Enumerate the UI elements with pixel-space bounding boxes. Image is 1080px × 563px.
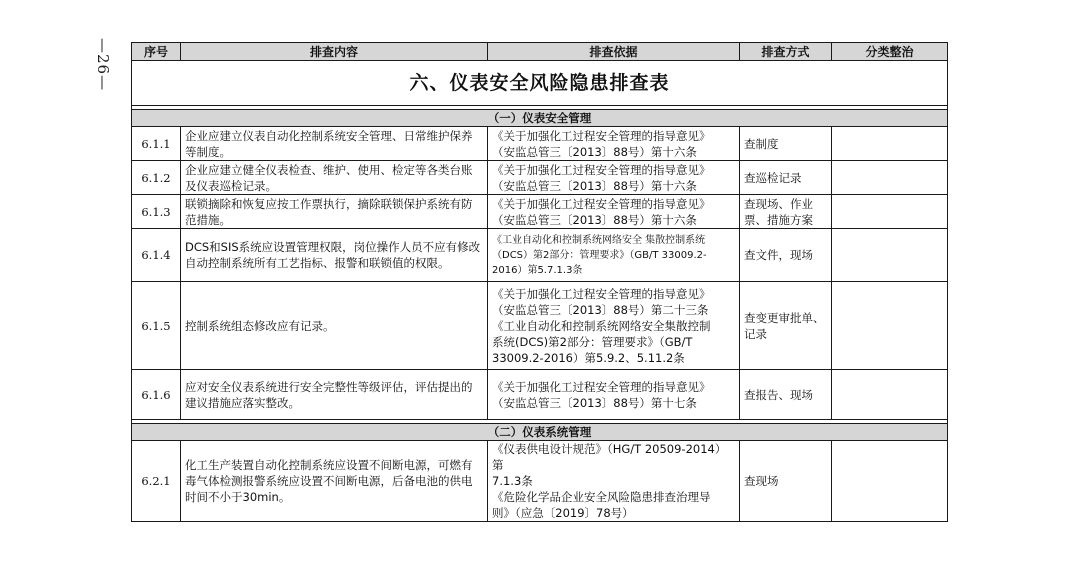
inspection-table [131,42,948,522]
basis-line: 《关于加强化工过程安全管理的指导意见》 [492,286,711,301]
table-row [132,282,948,370]
row-basis [488,370,740,420]
row-remediation [832,229,948,282]
row-basis [488,127,740,161]
page-number: —26— [94,38,112,92]
table-row [132,127,948,161]
basis-line: 《仪表供电设计规范》（HG/T 20509-2014）第 [492,442,727,472]
row-code: 6.2.1 [132,441,181,522]
row-content: 企业应建立仪表自动化控制系统安全管理、日常维护保养等制度。 [181,127,488,161]
basis-line: 系统(DCS)第2部分：管理要求》（GB/T [492,334,693,349]
basis-line: 《关于加强化工过程安全管理的指导意见》 [492,128,711,143]
table-row [132,441,948,522]
basis-line: 则》（应急〔2019〕78号） [492,506,634,520]
table-title: 六、仪表安全风险隐患排查表 [132,61,948,106]
row-content: 化工生产装置自动化控制系统应设置不间断电源，可燃有毒气体检测报警系统应设置不间断电源，后备电池的供电时间不小于30min。 [181,441,488,522]
section-title: （二）仪表系统管理 [132,424,948,441]
row-code: 6.1.5 [132,282,181,370]
row-method: 查现场 [740,441,832,522]
row-remediation [832,282,948,370]
basis-line: 《关于加强化工过程安全管理的指导意见》 [492,162,711,177]
row-method: 查巡检记录 [740,161,832,195]
basis-line: （安监总管三〔2013〕88号）第十六条 [492,178,697,193]
row-remediation [832,161,948,195]
row-content: 联锁摘除和恢复应按工作票执行，摘除联锁保护系统有防范措施。 [181,195,488,229]
row-remediation [832,127,948,161]
row-method: 查报告、现场 [740,370,832,420]
basis-line: （安监总管三〔2013〕88号）第十七条 [492,395,697,410]
basis-line: 33009.2-2016）第5.9.2、5.11.2条 [492,350,685,365]
header-remediation: 分类整治 [832,43,948,61]
row-code: 6.1.2 [132,161,181,195]
row-content: 控制系统组态修改应有记录。 [181,282,488,370]
basis-line: 《关于加强化工过程安全管理的指导意见》 [492,379,711,394]
header-basis: 排查依据 [488,43,740,61]
header-method: 排查方式 [740,43,832,61]
row-code: 6.1.4 [132,229,181,282]
row-remediation [832,195,948,229]
row-method: 查制度 [740,127,832,161]
basis-line: 《工业自动化和控制系统网络安全集散控制 [492,318,711,333]
table-row [132,370,948,420]
section-title: （一）仪表安全管理 [132,110,948,127]
basis-line: 《关于加强化工过程安全管理的指导意见》 [492,196,711,211]
row-basis [488,161,740,195]
row-content: 企业应建立健全仪表检查、维护、使用、检定等各类台账及仪表巡检记录。 [181,161,488,195]
header-content: 排查内容 [181,43,488,61]
row-method: 查变更审批单、记录 [740,282,832,370]
table-row [132,195,948,229]
basis-line: 7.1.3条 [492,474,533,488]
basis-line: （DCS）第2部分：管理要求》（GB/T 33009.2- [492,249,707,261]
section-row [132,424,948,441]
row-content: DCS和SIS系统应设置管理权限，岗位操作人员不应有修改自动控制系统所有工艺指标、报警和联锁值的权限。 [181,229,488,282]
row-method: 查现场、作业票、措施方案 [740,195,832,229]
basis-line: 2016）第5.7.1.3条 [492,264,583,276]
section-row [132,110,948,127]
row-basis [488,441,740,522]
row-basis [488,282,740,370]
row-content: 应对安全仪表系统进行安全完整性等级评估，评估提出的建议措施应落实整改。 [181,370,488,420]
basis-line: （安监总管三〔2013〕88号）第十六条 [492,212,697,227]
title-row [132,61,948,106]
row-method: 查文件，现场 [740,229,832,282]
row-remediation [832,441,948,522]
basis-line: （安监总管三〔2013〕88号）第二十三条 [492,302,709,317]
table-row [132,229,948,282]
row-code: 6.1.1 [132,127,181,161]
row-basis [488,195,740,229]
row-code: 6.1.3 [132,195,181,229]
table-row [132,161,948,195]
row-basis [488,229,740,282]
row-code: 6.1.6 [132,370,181,420]
basis-line: 《工业自动化和控制系统网络安全 集散控制系统 [492,234,706,246]
header-code: 序号 [132,43,181,61]
table-header-row [132,43,948,61]
basis-line: （安监总管三〔2013〕88号）第十六条 [492,144,697,159]
basis-line: 《危险化学品企业安全风险隐患排查治理导 [492,490,711,504]
row-remediation [832,370,948,420]
